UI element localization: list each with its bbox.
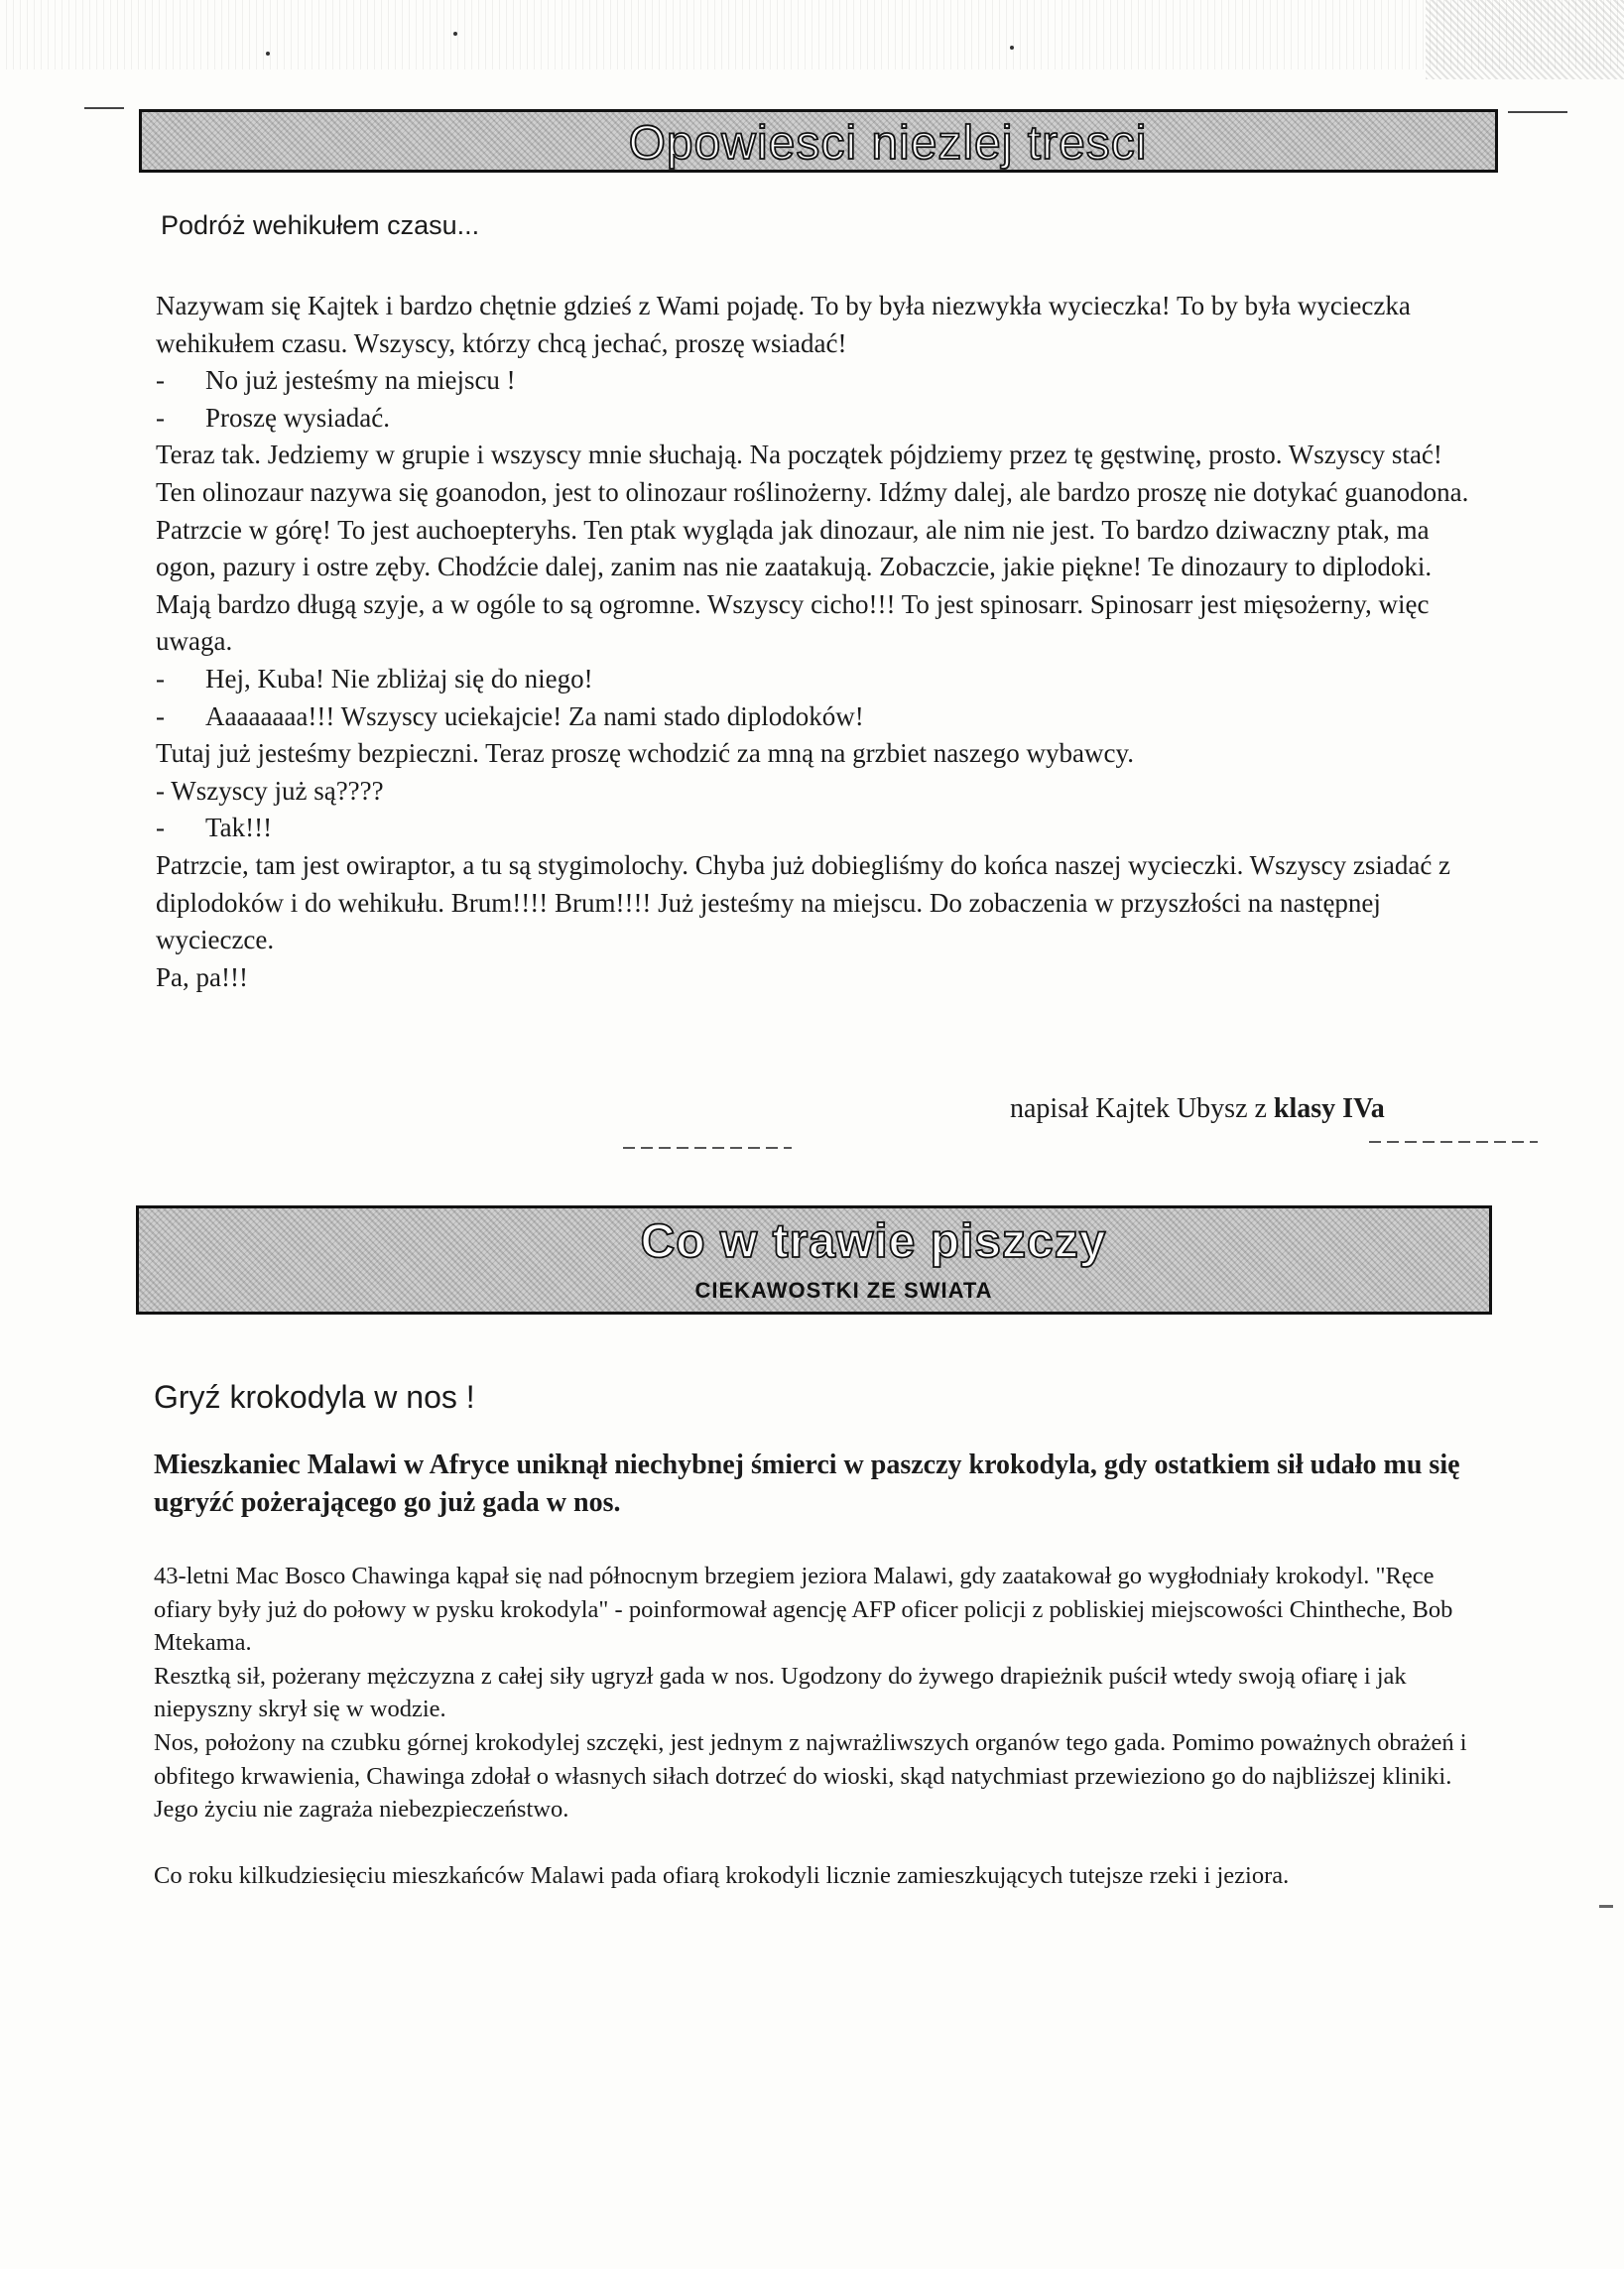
separator-rule [1369,1141,1538,1143]
scan-noise-top [0,0,1624,69]
dialogue-line: - Hej, Kuba! Nie zbliżaj się do niego! [156,663,593,693]
article-paragraph: Resztką sił, pożerany mężczyzna z całej siły ugryzł gada w nos. Ugodzony do żywego drapieżnik puścił wtedy swoją ofiarę i jak niepyszny skrył się w wodzie. [154,1662,1407,1723]
scan-mark [1599,1905,1613,1908]
article-body [154,1560,1473,1892]
article-paragraph: 43-letni Mac Bosco Chawinga kąpał się nad północnym brzegiem jeziora Malawi, gdy zaatakował go wygłodniały krokodyl. "Ręce ofiary były już do połowy w pysku krokodyla" - poinformował agencję AFP oficer policji z pobliskiej miejscowości Chintheche, Bob Mtekama. [154,1563,1453,1657]
author-signature [1010,1093,1385,1125]
section-banner-stories [139,109,1498,173]
story-paragraph: Tutaj już jesteśmy bezpieczni. Teraz proszę wchodzić za mną na grzbiet naszego wybawcy. [156,738,1134,769]
dialogue-line: - Aaaaaaaa!!! Wszyscy uciekajcie! Za nami stado diplodoków! [156,700,864,731]
story-body [156,288,1475,996]
scan-noise-corner [1426,0,1624,79]
signature-prefix: napisał Kajtek Ubysz z [1010,1093,1274,1124]
article-lead: Mieszkaniec Malawi w Afryce uniknął niechybnej śmierci w paszczy krokodyla, gdy ostatkiem sił udało mu się ugryźć pożerającego go już gada w nos. [154,1450,1460,1518]
banner-title: Co w trawie piszczy [640,1215,1107,1268]
story-paragraph: Pa, pa!!! [156,961,248,992]
dialogue-line: - Wszyscy już są???? [156,775,384,806]
dialogue-line: - Tak!!! [156,813,273,843]
article-paragraph: Nos, położony na czubku górnej krokodylej szczęki, jest jednym z najwrażliwszych organów tego gada. Pomimo poważnych obrażeń i obfitego krwawienia, Chawinga zdołał o własnych siłach dotrzeć do wioski, skąd natychmiast przewieziono go do najbliższej kliniki. Jego życiu nie zagraża niebezpieczeństwo. [154,1728,1467,1824]
story-paragraph: Patrzcie, tam jest owiraptor, a tu są stygimolochy. Chyba już dobiegliśmy do końca naszej wycieczki. Wszyscy zsiadać z diplodoków i do wehikułu. Brum!!!! Brum!!!! Już jesteśmy na miejscu. Do zobaczenia w przyszłości na następnej wycieczce. [156,849,1451,955]
dialogue-line: - No już jesteśmy na miejscu ! [156,365,516,396]
header-rule-left [84,107,124,109]
header-rule-right [1508,111,1567,113]
article-paragraph: Co roku kilkudziesięciu mieszkańców Malawi pada ofiarą krokodyli licznie zamieszkujących tutejsze rzeki i jeziora. [154,1861,1290,1889]
article-heading: Gryź krokodyla w nos ! [154,1379,475,1415]
dialogue-line: - Proszę wysiadać. [156,402,390,433]
scan-speck [266,52,270,56]
story-heading: Podróż wehikułem czasu... [161,210,480,240]
banner-title: Opowiesci niezlej tresci [628,117,1148,170]
banner-subtitle: CIEKAWOSTKI ZE SWIATA [694,1278,993,1303]
scan-speck [453,32,457,36]
scan-speck [1010,46,1014,50]
story-paragraph: Nazywam się Kajtek i bardzo chętnie gdzieś z Wami pojadę. To by była niezwykła wycieczka! To by była wycieczka wehikułem czasu. Wszyscy, którzy chcą jechać, proszę wsiadać! [156,291,1411,358]
signature-class: klasy IVa [1273,1093,1385,1124]
paragraph-gap [154,1827,1473,1859]
story-paragraph: Teraz tak. Jedziemy w grupie i wszyscy mnie słuchają. Na początek pójdziemy przez tę gęstwinę, prosto. Wszyscy stać! Ten olinozaur nazywa się goanodon, jest to olinozaur roślinożerny. Idźmy dalej, ale bardzo proszę nie dotykać guanodona. Patrzcie w górę! To jest auchoepteryhs. Ten ptak wygląda jak dinozaur, ale nim nie jest. To bardzo dziwaczny ptak, ma ogon, pazury i ostre zęby. Chodźcie dalej, zanim nas nie zaatakują. Zobaczcie, jakie piękne! Te dinozaury to diplodoki. Mają bardzo długą szyje, a w ogóle to są ogromne. Wszyscy cicho!!! To jest spinosarr. Spinosarr jest mięsożerny, więc uwaga. [156,440,1469,657]
section-banner-news [136,1205,1492,1315]
separator-rule [623,1147,792,1149]
